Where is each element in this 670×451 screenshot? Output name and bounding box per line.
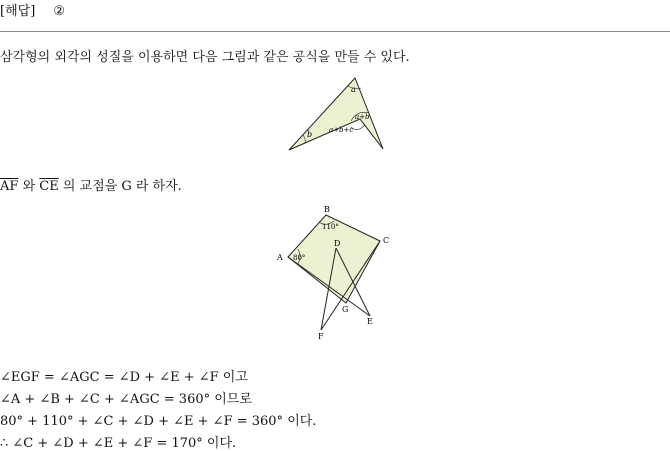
label-angle-A: 80° — [293, 254, 306, 262]
fig1-label-a: a — [351, 85, 356, 94]
label-B: B — [324, 205, 330, 214]
segment-rest: 의 교점을 G 라 하자. — [62, 179, 182, 194]
equation-1: ∠EGF = ∠AGC = ∠D + ∠E + ∠F 이고 — [0, 370, 248, 385]
equation-3: 80° + 110° + ∠C + ∠D + ∠E + ∠F = 360° 이다. — [0, 414, 317, 429]
label-F: F — [318, 332, 324, 341]
label-angle-B: 110° — [322, 223, 339, 231]
segment-ce: $\overline{CE}$ — [39, 179, 59, 194]
fig1-label-b: b — [307, 130, 313, 139]
fig1-label-apb: a+b — [355, 113, 370, 121]
label-E: E — [367, 317, 373, 326]
label-G: G — [342, 305, 349, 314]
divider — [0, 31, 670, 32]
figure-exterior-angle-formula — [285, 75, 390, 155]
equation-2: ∠A + ∠B + ∠C + ∠AGC = 360° 이므로 — [0, 392, 252, 407]
segment-line — [0, 175, 182, 194]
answer-label: [해답] — [0, 4, 36, 19]
label-A: A — [277, 253, 283, 262]
intro-text: 삼각형의 외각의 성질을 이용하면 다음 그림과 같은 공식을 만들 수 있다. — [0, 50, 410, 65]
segment-af: $\overline{AF}$ — [0, 179, 19, 194]
answer-choice: ② — [53, 4, 66, 19]
segment-wa: 와 — [22, 179, 36, 194]
label-C: C — [383, 236, 390, 245]
figure-quadrilateral — [270, 200, 400, 345]
answer-header — [0, 0, 65, 19]
label-D: D — [334, 239, 341, 248]
equation-4: ∴ ∠C + ∠D + ∠E + ∠F = 170° 이다. — [0, 436, 237, 451]
fig1-label-abc: a+b+c — [329, 126, 354, 134]
